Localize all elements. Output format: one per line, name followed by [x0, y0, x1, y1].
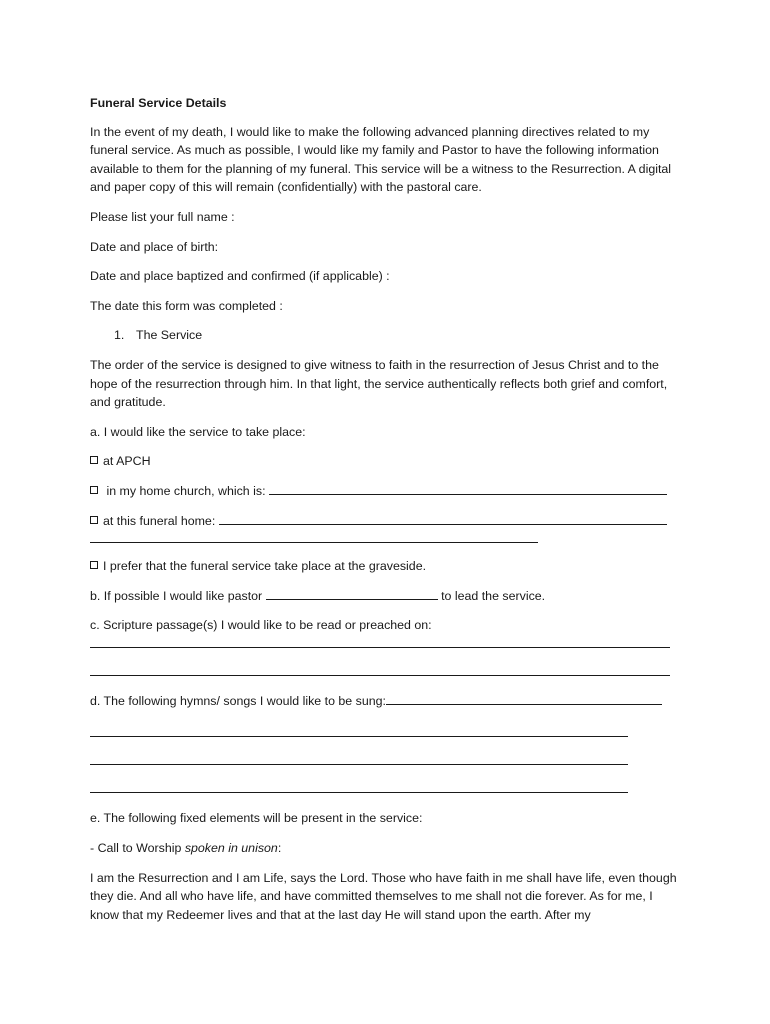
- hymns-blank-1[interactable]: [90, 724, 628, 737]
- checkbox-icon[interactable]: [90, 486, 98, 494]
- full-name-label: Please list your full name :: [90, 209, 235, 224]
- option-apch[interactable]: [90, 452, 690, 471]
- scripture-blank-1[interactable]: [90, 635, 670, 648]
- fixed-elements-label: e. The following fixed elements will be present in the service:: [90, 811, 423, 826]
- checkbox-icon[interactable]: [90, 561, 98, 569]
- option-graveside-label: I prefer that the funeral service take place at the graveside.: [103, 559, 427, 574]
- section-number: 1.: [114, 328, 125, 343]
- call-to-worship-text: I am the Resurrection and I am Life, says the Lord. Those who have faith in me shall have life, even though they die. And all who have life, and have committed themselves to me shall not die forever. As for me, I know that my Redeemer lives and that at the last day He will stand upon the earth. After my: [90, 870, 677, 922]
- section-title: The Service: [136, 328, 203, 343]
- pastor-prefix: b. If possible I would like pastor: [90, 588, 263, 603]
- hymns-line: [90, 692, 690, 711]
- option-apch-label: at APCH: [103, 454, 151, 469]
- hymns-question: d. The following hymns/ songs I would like to be sung:: [90, 693, 386, 708]
- call-to-worship-heading: [90, 839, 690, 858]
- completed-label: The date this form was completed :: [90, 298, 283, 313]
- home-church-blank[interactable]: [269, 483, 667, 495]
- call-to-worship-colon: :: [277, 841, 282, 856]
- intro-paragraph: In the event of my death, I would like to make the following advanced planning directives related to my funeral service. As much as possible, I would like my family and Pastor to have the following information available to them for the planning of my funeral. This service will be a witness to the Resurrection. A digital and paper copy of this will remain (confidentially) with the pastoral care.: [90, 124, 672, 195]
- pastor-blank[interactable]: [266, 588, 438, 600]
- document-page: [90, 94, 690, 924]
- pastor-suffix: to lead the service.: [441, 588, 546, 603]
- funeral-home-blank[interactable]: [219, 513, 667, 525]
- pastor-line: [90, 587, 690, 606]
- scripture-question: c. Scripture passage(s) I would like to be read or preached on:: [90, 618, 432, 633]
- baptized-label: Date and place baptized and confirmed (if applicable) :: [90, 269, 390, 284]
- hymns-blank[interactable]: [386, 693, 662, 705]
- location-question: a. I would like the service to take place:: [90, 424, 306, 439]
- option-home-church-label: in my home church, which is:: [106, 483, 266, 498]
- option-home-church[interactable]: [90, 482, 690, 501]
- option-graveside[interactable]: [90, 557, 690, 576]
- checkbox-icon[interactable]: [90, 516, 98, 524]
- birth-label: Date and place of birth:: [90, 239, 219, 254]
- checkbox-icon[interactable]: [90, 456, 98, 464]
- funeral-home-blank-line[interactable]: [90, 530, 538, 543]
- service-order-paragraph: The order of the service is designed to give witness to faith in the resurrection of Jesus Christ and to the hope of the resurrection through him. In that light, the service authentically reflects both grief and comfort, and gratitude.: [90, 357, 668, 410]
- hymns-blank-2[interactable]: [90, 752, 628, 765]
- call-to-worship-label: - Call to Worship: [90, 841, 182, 856]
- option-funeral-home[interactable]: [90, 512, 690, 531]
- hymns-blank-3[interactable]: [90, 780, 628, 793]
- document-title: Funeral Service Details: [90, 96, 227, 110]
- option-funeral-home-label: at this funeral home:: [103, 513, 216, 528]
- scripture-blank-2[interactable]: [90, 663, 670, 676]
- call-to-worship-note: spoken in unison: [184, 841, 278, 856]
- section-heading: [90, 326, 690, 345]
